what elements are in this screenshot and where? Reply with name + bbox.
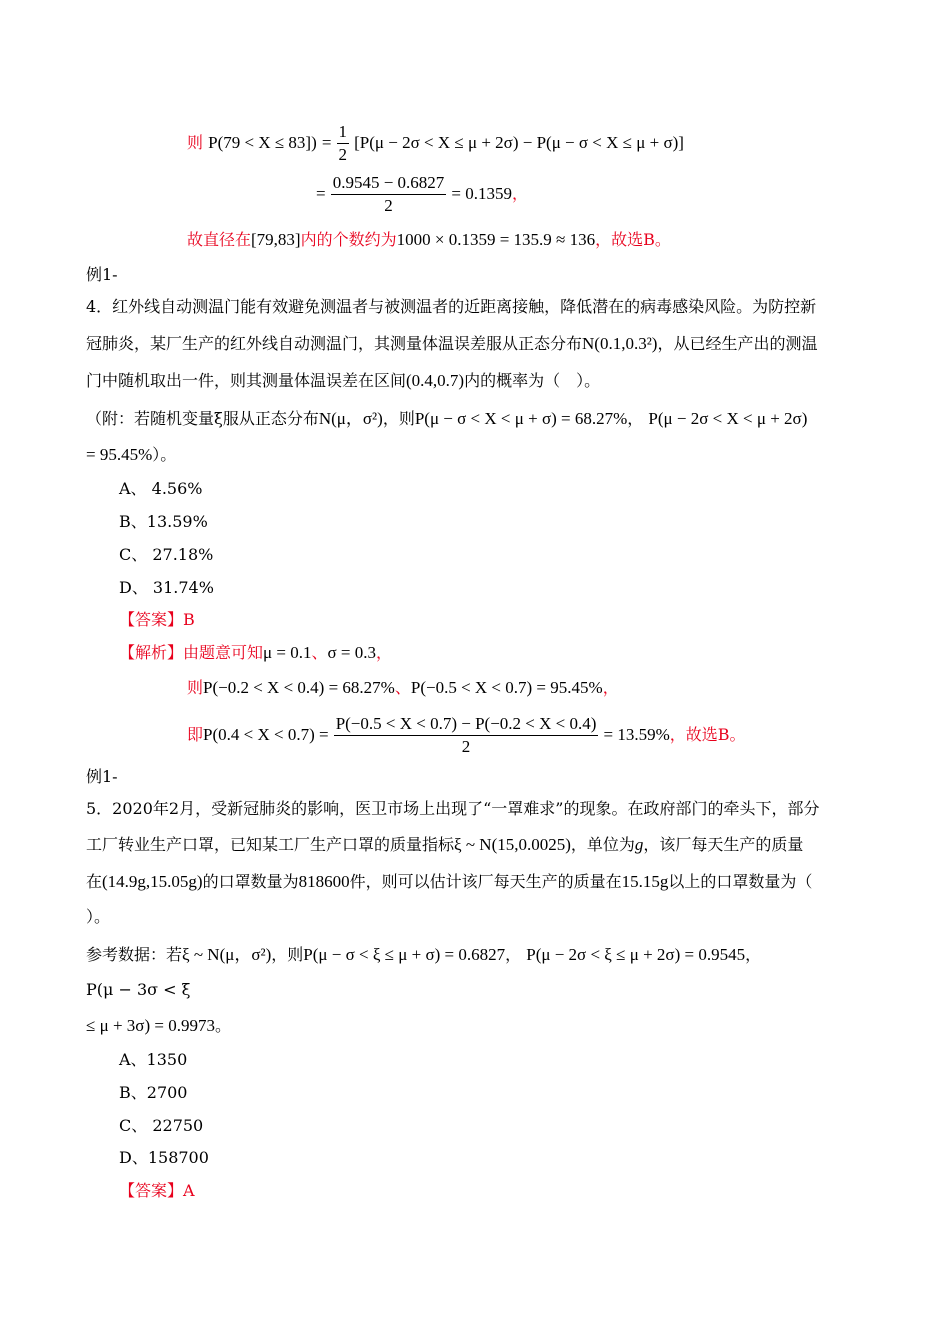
reference-line-3 bbox=[86, 1015, 231, 1037]
normal-distribution: ξ ~ N(μ，σ²) bbox=[182, 945, 272, 964]
option-a: A、1350 bbox=[119, 1050, 188, 1069]
example-label: 例1- bbox=[86, 265, 118, 284]
conclusion-text-a: 故直径在 bbox=[187, 230, 252, 249]
reference-line-1 bbox=[86, 944, 761, 966]
prob-lhs: P(79 < X ≤ 83]) bbox=[208, 133, 317, 152]
option-c: C、 22750 bbox=[119, 1116, 204, 1135]
option-d: D、 31.74% bbox=[119, 578, 214, 597]
text: ，单位为 bbox=[570, 835, 635, 854]
text: 。 bbox=[214, 1016, 231, 1035]
text: 冠肺炎，某厂生产的红外线自动测温门，其测量体温误差服从正态分布 bbox=[86, 334, 583, 353]
question-4-line-1: 4．红外线自动测温门能有效避免测温者与被测温者的近距离接触，降低潜在的病毒感染风险。为防控新 bbox=[86, 297, 817, 316]
text: 在 bbox=[86, 872, 103, 891]
separator: ， bbox=[376, 643, 393, 662]
half-fraction bbox=[337, 122, 350, 165]
top-line-3 bbox=[187, 229, 671, 251]
normal-distribution: ξ ~ N(15,0.0025) bbox=[454, 835, 571, 854]
interval: (0.4,0.7) bbox=[406, 371, 465, 390]
result-value: = 0.1359 bbox=[451, 184, 512, 203]
answer-5 bbox=[119, 1180, 195, 1202]
probability-lhs: P(0.4 < X < 0.7) = bbox=[203, 725, 329, 744]
separator: ， bbox=[745, 945, 762, 964]
separator: ， bbox=[602, 678, 619, 697]
answer-4 bbox=[119, 609, 195, 631]
separator: ， bbox=[505, 945, 522, 964]
result-value: = 13.59% bbox=[603, 725, 670, 744]
fraction-denominator: 2 bbox=[338, 145, 348, 164]
fraction-denominator: 2 bbox=[384, 196, 393, 215]
fraction-denominator: 2 bbox=[461, 737, 471, 756]
question-4-note-line-1 bbox=[86, 408, 807, 430]
normal-distribution: N(μ，σ²) bbox=[318, 409, 383, 428]
normal-distribution: N(0.1,0.3²) bbox=[582, 334, 658, 353]
top-line-1 bbox=[187, 122, 684, 165]
separator: 、 bbox=[311, 643, 328, 662]
conclusion-text-b: 内的个数约为 bbox=[300, 230, 397, 249]
text: 门中随机取出一件，则其测量体温误差在区间 bbox=[86, 371, 407, 390]
text: 则 bbox=[187, 678, 204, 697]
difference-fraction bbox=[331, 173, 447, 216]
probability-1: P(−0.2 < X < 0.4) = 68.27% bbox=[203, 678, 395, 697]
text: 参考数据：若 bbox=[86, 945, 183, 964]
interval: [79,83] bbox=[251, 230, 301, 249]
option-a: A、 4.56% bbox=[119, 479, 203, 498]
fraction-numerator: 1 bbox=[337, 122, 350, 144]
text: 的口罩数量为 bbox=[202, 872, 299, 891]
interval: (14.9g,15.05g) bbox=[102, 872, 203, 891]
calculation: 1000 × 0.1359 = 135.9 ≈ 136 bbox=[396, 230, 596, 249]
separator: 、 bbox=[394, 678, 411, 697]
conclusion: ，故选B。 bbox=[669, 725, 746, 744]
question-4-note-line-2 bbox=[86, 444, 176, 466]
analysis-label: 【解析】 bbox=[119, 643, 184, 662]
probability-value: = 95.45% bbox=[86, 445, 153, 464]
text: （附：若随机变量ξ服从正态分布 bbox=[86, 409, 319, 428]
equals-sign: = bbox=[316, 184, 326, 203]
probability-3sigma: ≤ μ + 3σ) = 0.9973 bbox=[86, 1016, 215, 1035]
probability-1sigma: P(μ − σ < X < μ + σ) = 68.27% bbox=[414, 409, 628, 428]
text: 即 bbox=[187, 725, 204, 744]
question-5-line-1: 5．2020年2月，受新冠肺炎的影响，医卫市场上出现了“一罩难求”的现象。在政府部门的牵头下，部分 bbox=[86, 799, 820, 818]
separator: ， bbox=[627, 409, 644, 428]
probability-1sigma: P(μ − σ < ξ ≤ μ + σ) = 0.6827 bbox=[303, 945, 506, 964]
text: ）。 bbox=[152, 445, 177, 464]
answer-label: 【答案】 bbox=[119, 1181, 184, 1200]
text: 以上的口罩数量为（ bbox=[668, 872, 813, 891]
probability-2sigma: P(μ − 2σ < ξ ≤ μ + 2σ) = 0.9545 bbox=[526, 945, 746, 964]
text: ，从已经生产出的测温 bbox=[657, 334, 818, 353]
text: 内的概率为（ ）。 bbox=[464, 371, 601, 390]
text: ，则 bbox=[271, 945, 304, 964]
prob-rhs: [P(μ − 2σ < X ≤ μ + 2σ) − P(μ − σ < X ≤ μ + σ)] bbox=[354, 133, 684, 152]
option-d: D、158700 bbox=[119, 1148, 209, 1167]
question-5-line-3 bbox=[86, 871, 812, 893]
sigma-value: σ = 0.3 bbox=[327, 643, 377, 662]
mu-value: μ = 0.1 bbox=[263, 643, 312, 662]
answer-value: B bbox=[183, 610, 195, 629]
fraction-numerator: 0.9545 − 0.6827 bbox=[331, 173, 447, 195]
conclusion-text-c: ，故选B。 bbox=[595, 230, 671, 249]
reference-line-2: P(μ − 3σ < ξ bbox=[86, 980, 191, 999]
text: ，该厂每天生产的质量 bbox=[643, 835, 804, 854]
text: 件，则可以估计该厂每天生产的质量在 bbox=[349, 872, 622, 891]
answer-label: 【答案】 bbox=[119, 610, 184, 629]
text: ，则 bbox=[382, 409, 415, 428]
probability-2sigma: P(μ − 2σ < X < μ + 2σ) bbox=[648, 409, 808, 428]
comma: ， bbox=[511, 184, 528, 203]
unit-g: g bbox=[634, 835, 644, 854]
solution-fraction bbox=[334, 714, 599, 757]
question-5-line-2 bbox=[86, 834, 803, 856]
mass: 15.15g bbox=[621, 872, 669, 891]
analysis-4-line-1 bbox=[119, 642, 392, 664]
option-b: B、2700 bbox=[119, 1083, 188, 1102]
text: 由题意可知 bbox=[183, 643, 264, 662]
option-c: C、 27.18% bbox=[119, 545, 214, 564]
analysis-4-line-2 bbox=[187, 677, 619, 699]
top-line-2 bbox=[316, 173, 528, 216]
then-prefix: 则 bbox=[187, 133, 204, 152]
answer-value: A bbox=[183, 1181, 195, 1200]
question-4-line-2 bbox=[86, 333, 817, 355]
equals-sign: = bbox=[321, 133, 332, 152]
question-4-line-3 bbox=[86, 370, 600, 392]
example-label: 例1- bbox=[86, 767, 118, 786]
count: 818600 bbox=[298, 872, 350, 891]
probability-2: P(−0.5 < X < 0.7) = 95.45% bbox=[410, 678, 603, 697]
question-5-line-4: ）。 bbox=[86, 907, 111, 926]
option-b: B、13.59% bbox=[119, 512, 208, 531]
analysis-4-line-3 bbox=[187, 714, 746, 757]
fraction-numerator: P(−0.5 < X < 0.7) − P(−0.2 < X < 0.4) bbox=[334, 714, 599, 736]
text: 工厂转业生产口罩，已知某工厂生产口罩的质量指标 bbox=[86, 835, 455, 854]
